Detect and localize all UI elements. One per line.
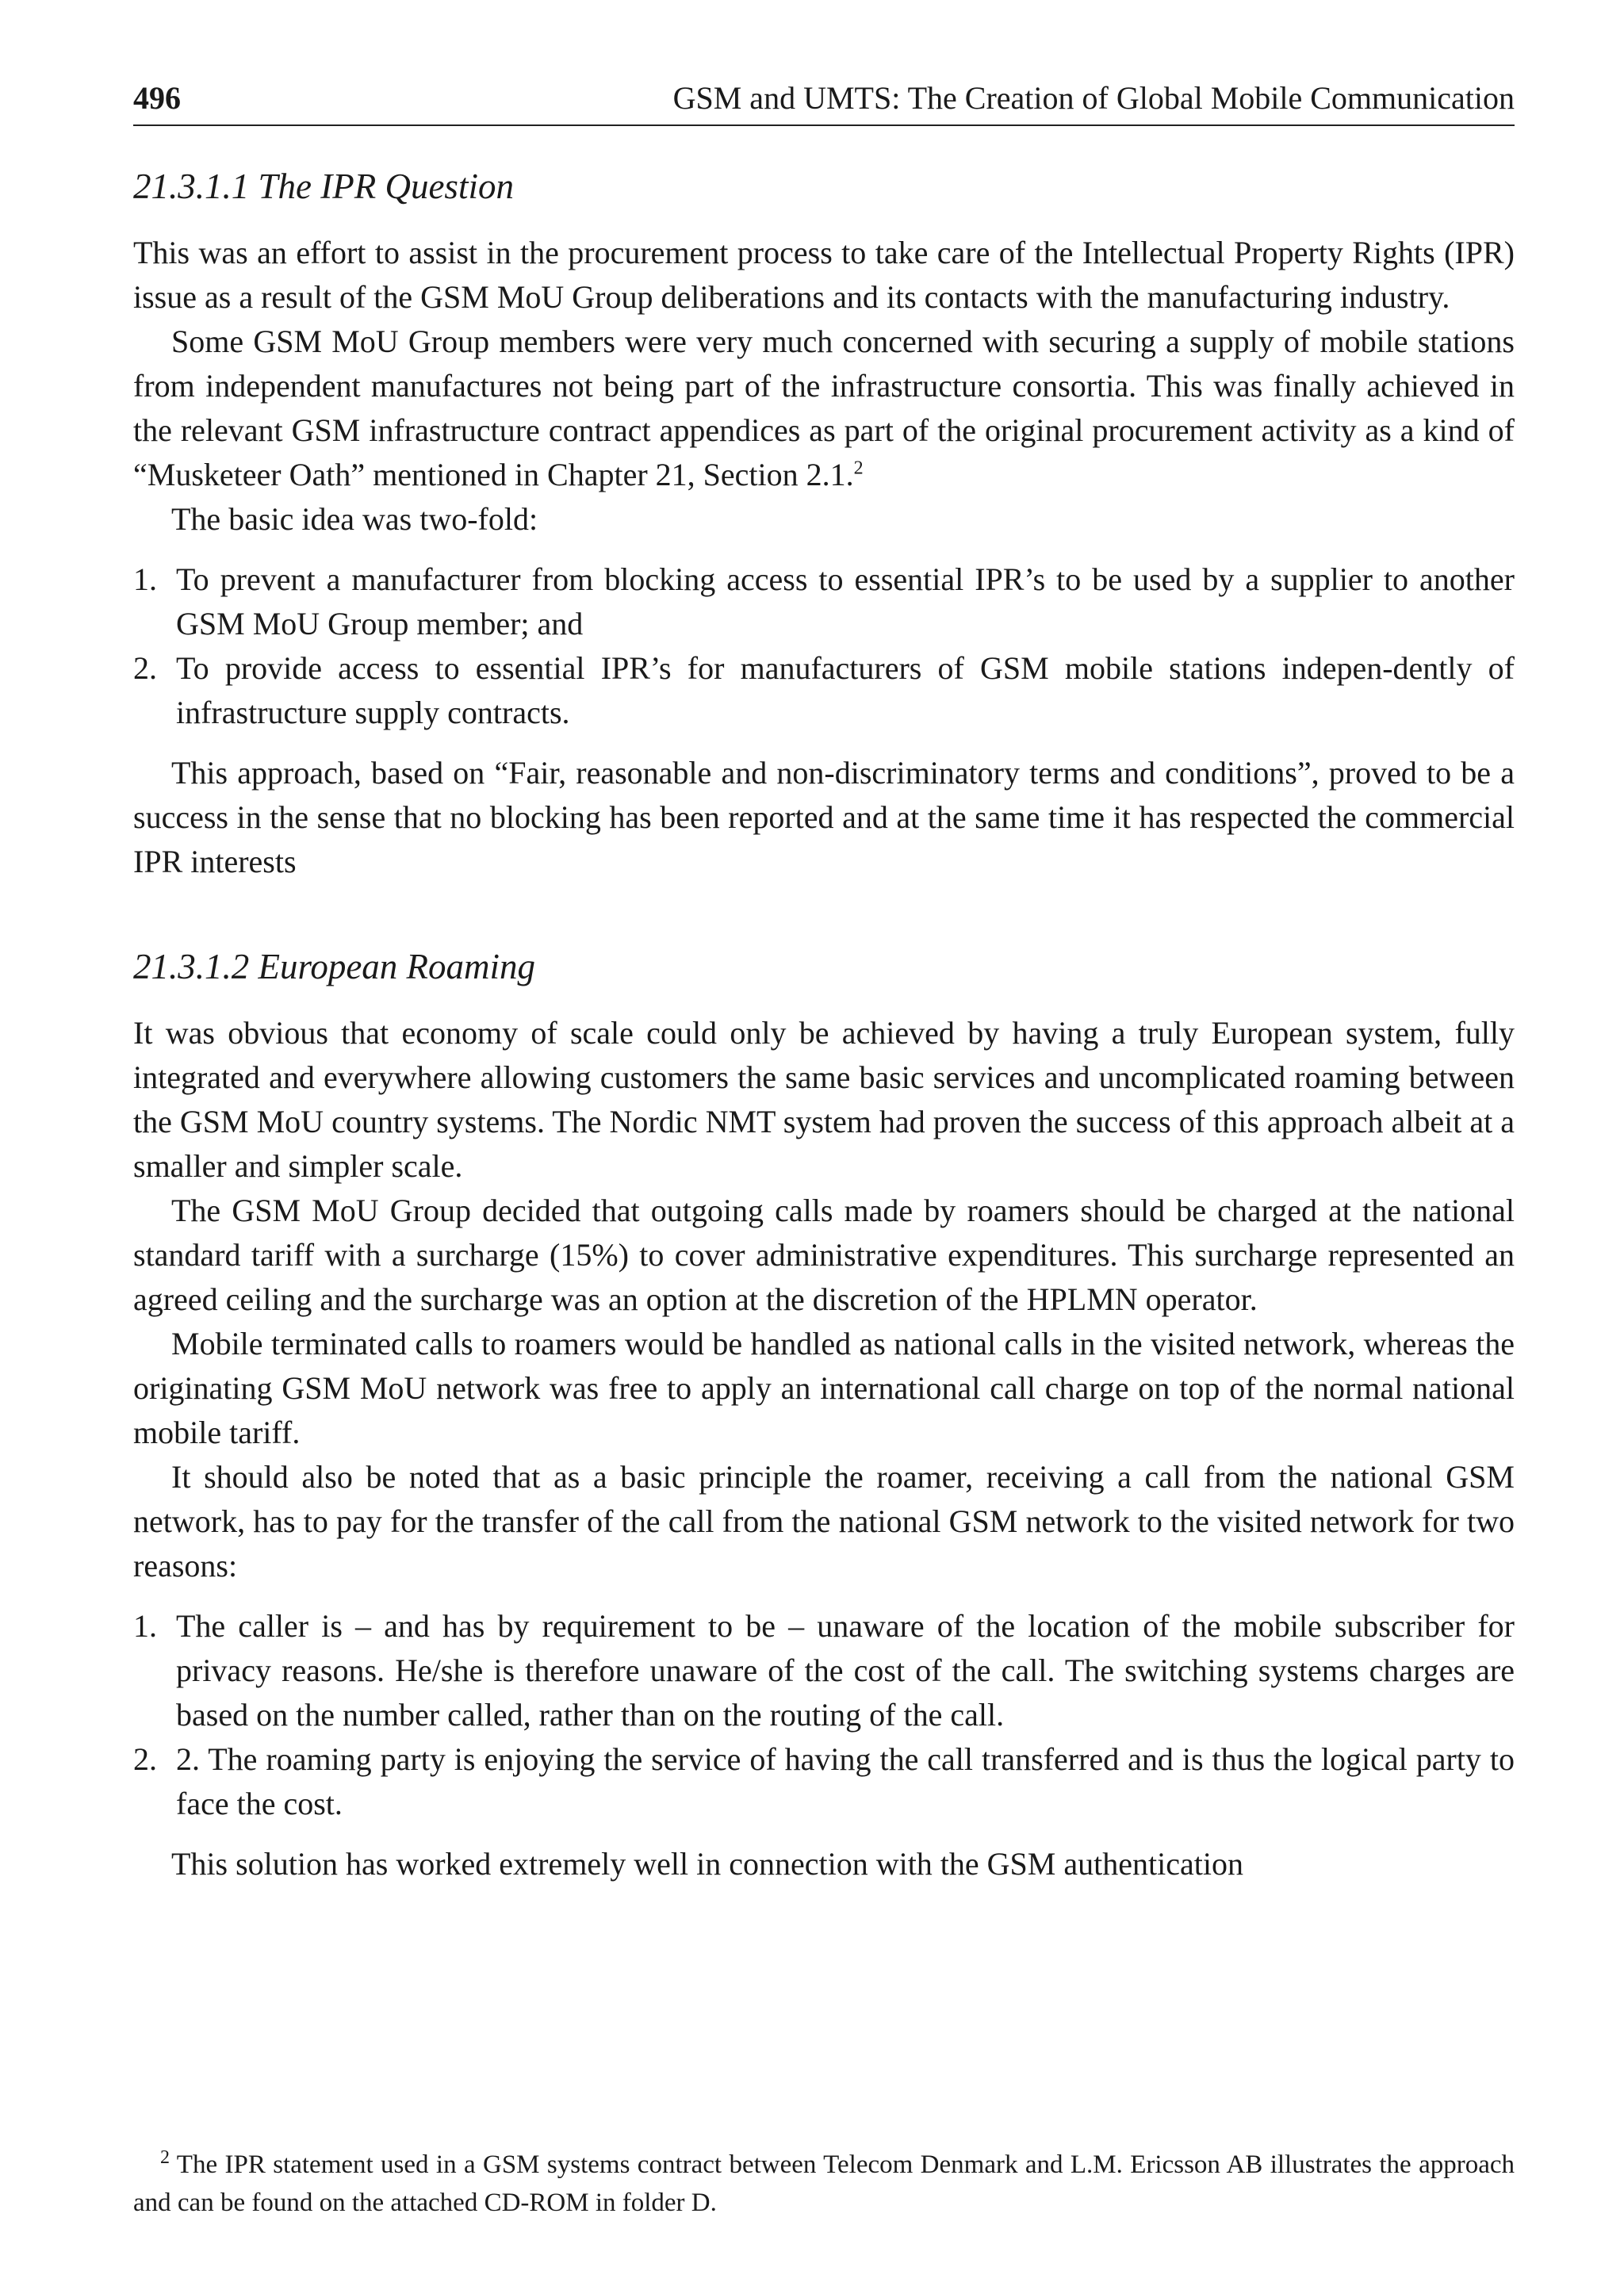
paragraph-text: Some GSM MoU Group members were very much concerned with securing a supply of mobile stations from independent manufactures not being part of the infrastructure consortia. This was finally achieved in the relevant GSM infrastructure contract appendices as part of the original procurement activity as a kind of “Musketeer Oath” mentioned in Chapter 21, Section 2.1.	[133, 324, 1515, 492]
list-item	[133, 1604, 1515, 1737]
running-title: GSM and UMTS: The Creation of Global Mobile Communication	[672, 80, 1515, 116]
list-number: 1.	[133, 1608, 157, 1644]
section-heading-ipr: 21.3.1.1 The IPR Question	[133, 167, 514, 206]
paragraph: This solution has worked extremely well in connection with the GSM authentication	[171, 1846, 1243, 1882]
paragraph: The GSM MoU Group decided that outgoing calls made by roamers should be charged at the national standard tariff with a surcharge (15%) to cover administrative expenditures. This surcharge represented an agreed ceiling and the surcharge was an option at the discretion of the HPLMN operator.	[133, 1193, 1515, 1317]
footnote-reference: 2	[853, 458, 864, 479]
list-item	[133, 1737, 1515, 1826]
paragraph: This approach, based on “Fair, reasonable and non-discriminatory terms and conditions”, proved to be a success in the sense that no blocking has been reported and at the same time it has respected the commercial IPR interests	[133, 755, 1515, 879]
paragraph: It was obvious that economy of scale could only be achieved by having a truly European system, fully integrated and everywhere allowing customers the same basic services and uncomplicated roaming between the GSM MoU country systems. The Nordic NMT system had proven the success of this approach albeit at a smaller and simpler scale.	[133, 1015, 1515, 1184]
page-body	[133, 79, 1515, 1886]
numbered-list	[133, 1604, 1515, 1826]
paragraph	[133, 320, 1515, 497]
list-text: The caller is – and has by requirement to be – unaware of the location of the mobile subscriber for privacy reasons. He/she is therefore unaware of the cost of the call. The switching systems charges are based on the number called, rather than on the routing of the call.	[176, 1608, 1515, 1733]
paragraph: This was an effort to assist in the procurement process to take care of the Intellectual Property Rights (IPR) issue as a result of the GSM MoU Group deliberations and its contacts with the manufacturing industry.	[133, 235, 1515, 315]
paragraph: It should also be noted that as a basic principle the roamer, receiving a call from the national GSM network, has to pay for the transfer of the call from the national GSM network to the visited network for two reasons:	[133, 1459, 1515, 1583]
footnote-body: The IPR statement used in a GSM systems contract between Telecom Denmark and L.M. Ericsson AB illustrates the approach and can be found on the attached CD-ROM in folder D.	[133, 2150, 1515, 2217]
running-header	[133, 79, 1515, 126]
paragraph: Mobile terminated calls to roamers would be handled as national calls in the visited network, whereas the originating GSM MoU network was free to apply an international call charge on top of the normal national mobile tariff.	[133, 1326, 1515, 1450]
paragraph: The basic idea was two-fold:	[171, 501, 538, 537]
list-number: 2.	[133, 650, 157, 686]
list-number: 1.	[133, 561, 157, 597]
footnote-text	[133, 2146, 1515, 2222]
numbered-list	[133, 557, 1515, 735]
list-number: 2.	[133, 1741, 157, 1777]
section-heading-roaming: 21.3.1.2 European Roaming	[133, 947, 536, 986]
list-item	[133, 646, 1515, 735]
list-text: 2. The roaming party is enjoying the service of having the call transferred and is thus the logical party to face the cost.	[176, 1741, 1515, 1821]
list-text: To provide access to essential IPR’s for manufacturers of GSM mobile stations indepen-dently of infrastructure supply contracts.	[176, 650, 1515, 730]
footnote	[133, 2146, 1515, 2222]
footnote-marker: 2	[160, 2147, 170, 2168]
page-number: 496	[133, 80, 181, 116]
list-text: To prevent a manufacturer from blocking access to essential IPR’s to be used by a supplier to another GSM MoU Group member; and	[176, 561, 1515, 641]
list-item	[133, 557, 1515, 646]
